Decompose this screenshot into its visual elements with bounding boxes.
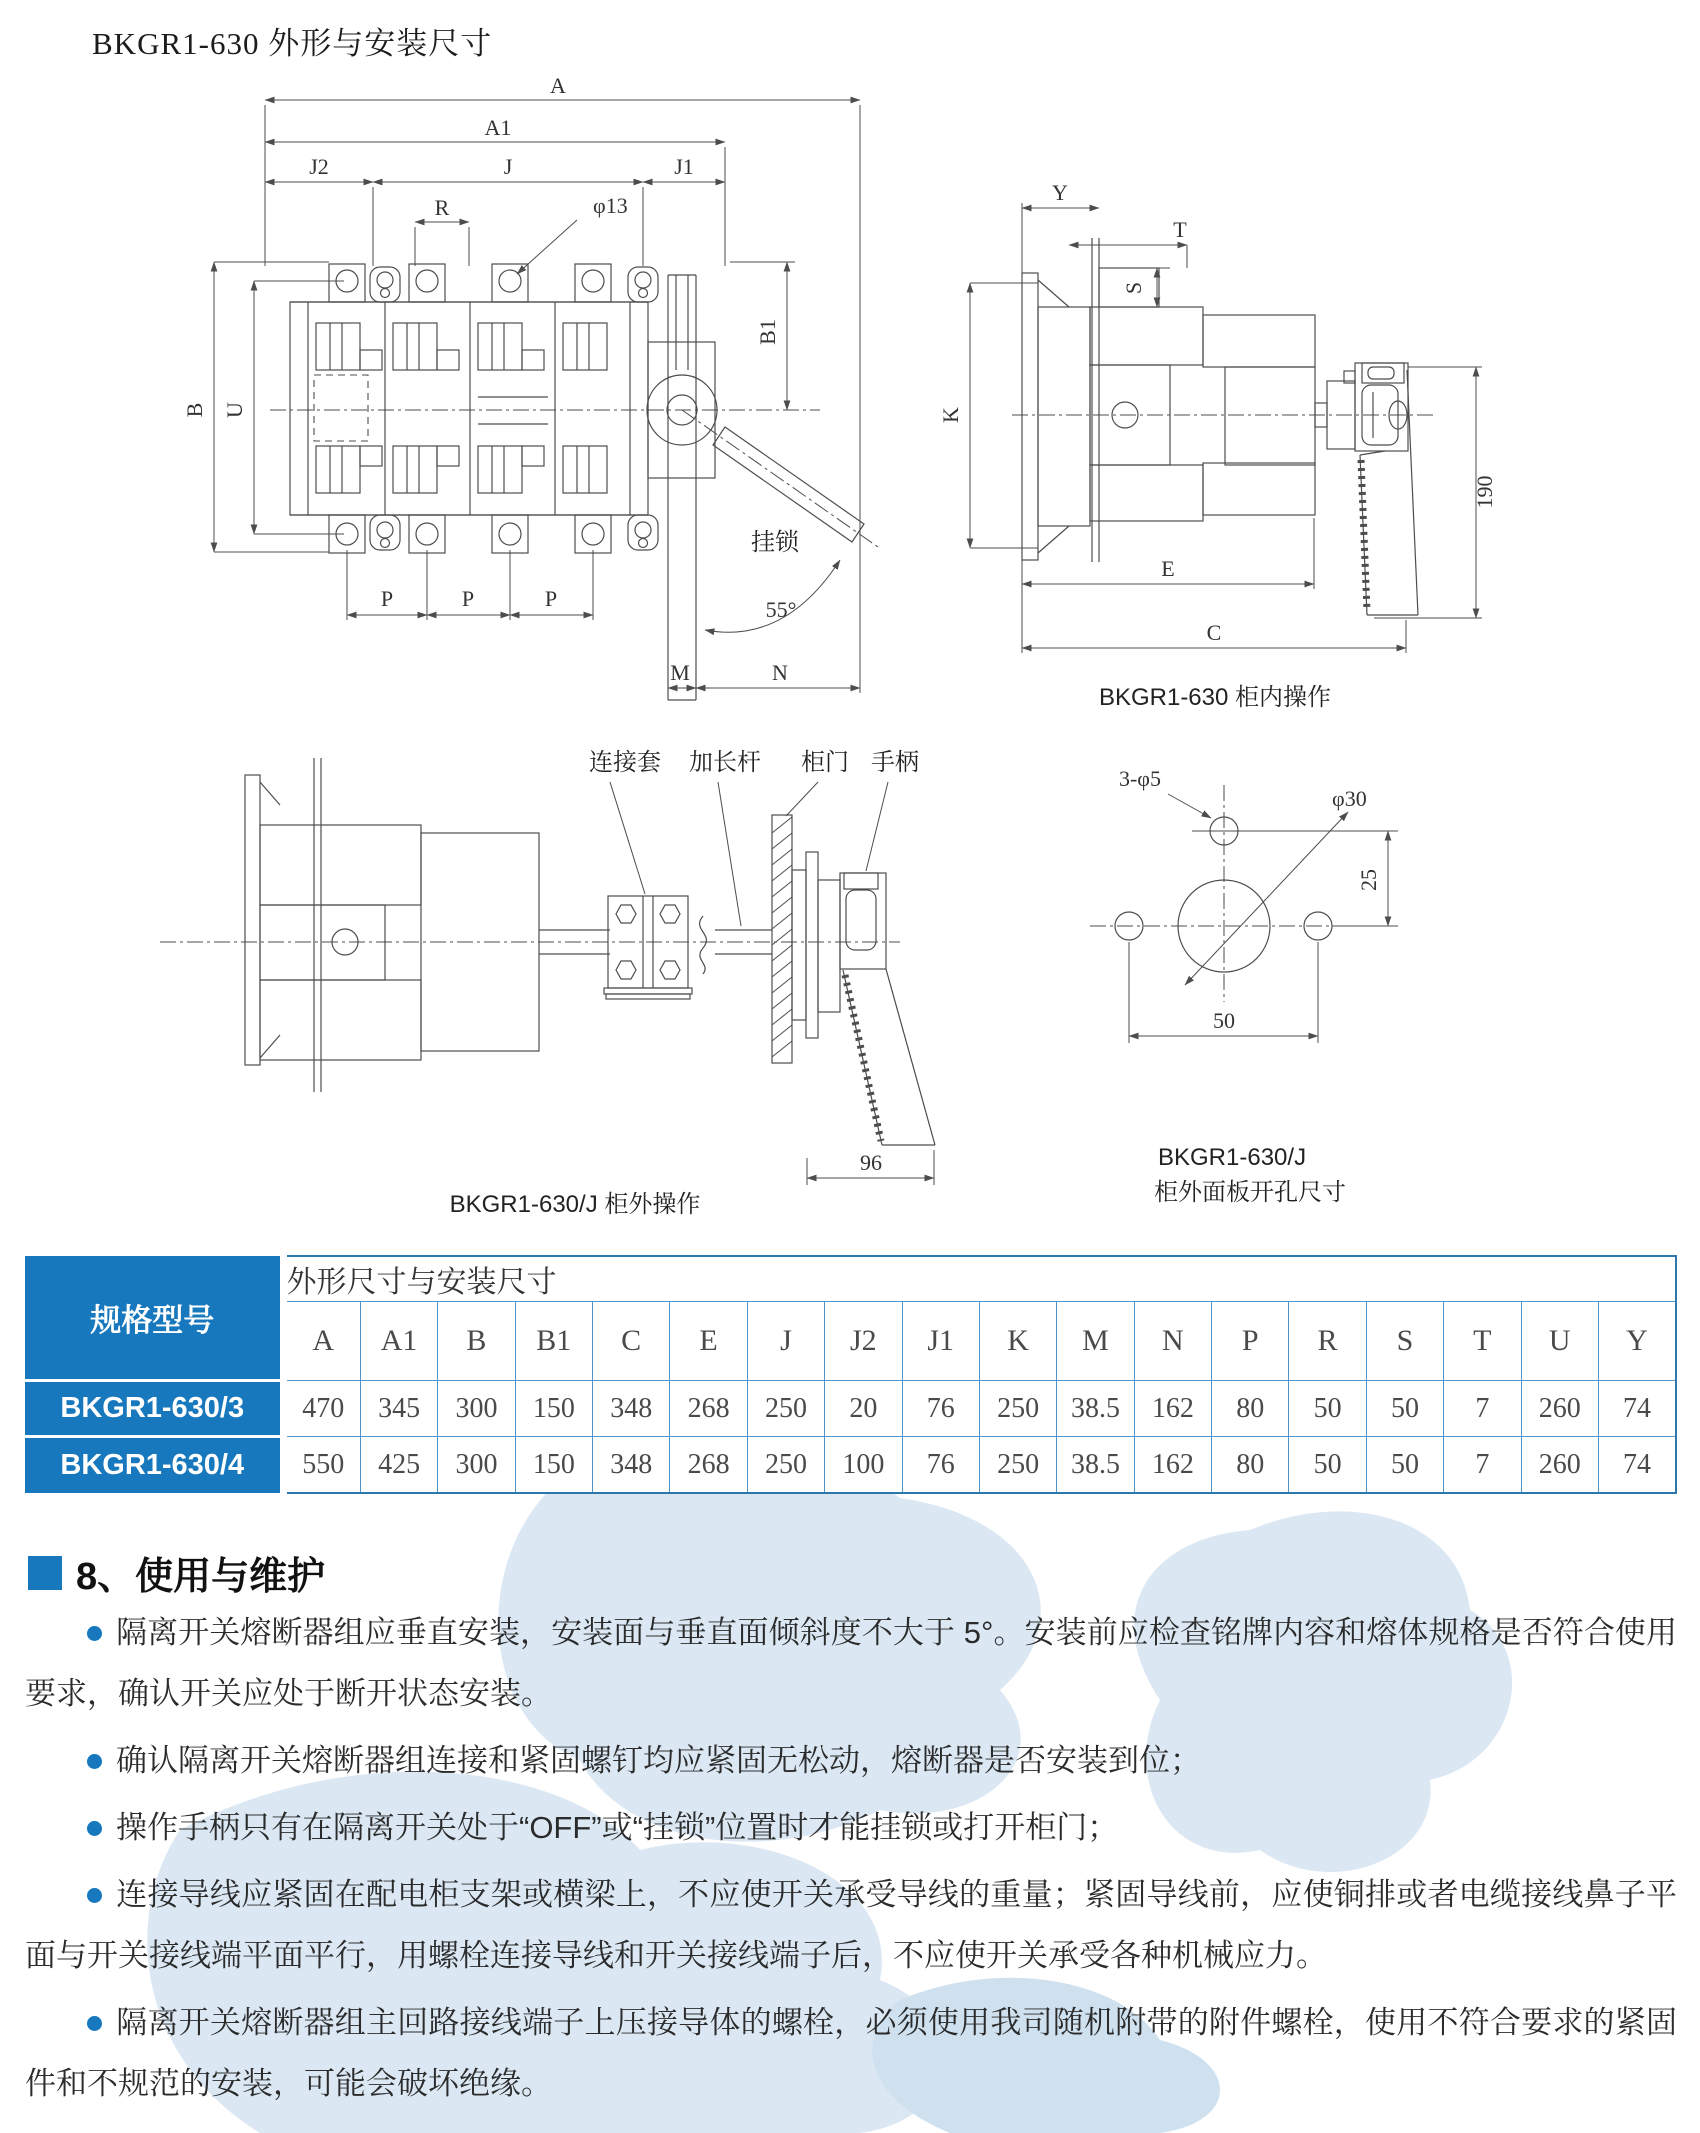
dim-label-j: J <box>503 154 513 179</box>
value-cell: 80 <box>1212 1381 1289 1437</box>
dim-label-a1: A1 <box>484 115 512 140</box>
dim-label-c: C <box>1206 620 1222 645</box>
dim-label-b: B <box>182 402 207 418</box>
col-header: M <box>1057 1302 1134 1381</box>
col-header: A1 <box>360 1302 437 1381</box>
section-heading <box>28 1545 325 1600</box>
col-header: E <box>670 1302 747 1381</box>
dim-label-m: M <box>670 660 690 685</box>
value-cell: 100 <box>825 1437 902 1494</box>
dim-label-j1: J1 <box>674 154 694 179</box>
dim-label-n: N <box>772 660 788 685</box>
value-cell: 74 <box>1598 1381 1676 1437</box>
dim-label-50: 50 <box>1213 1008 1235 1033</box>
usage-bullet <box>25 1864 1677 1986</box>
col-header: J2 <box>825 1302 902 1381</box>
value-cell: 260 <box>1521 1381 1598 1437</box>
value-cell: 50 <box>1289 1381 1366 1437</box>
usage-notes <box>25 1602 1677 2120</box>
bullet-dot-icon <box>87 2016 102 2031</box>
padlock-label: 挂锁 <box>751 529 799 556</box>
col-header: R <box>1289 1302 1366 1381</box>
value-cell: 38.5 <box>1057 1437 1134 1494</box>
sleeve-label: 连接套 <box>589 749 661 776</box>
bullet-dot-icon <box>87 1821 102 1836</box>
dim-label-p1: P <box>380 586 394 611</box>
bullet-text: 确认隔离开关熔断器组连接和紧固螺钉均应紧固无松动，熔断器是否安装到位； <box>116 1743 1201 1778</box>
dimensions-table <box>25 1255 1677 1494</box>
bullet-dot-icon <box>87 1626 102 1641</box>
col-header: Y <box>1598 1302 1676 1381</box>
value-cell: 50 <box>1289 1437 1366 1494</box>
external-view-caption: BKGR1-630/J 柜外操作 <box>449 1191 701 1218</box>
col-header: K <box>979 1302 1056 1381</box>
dim-label-p3: P <box>544 586 558 611</box>
bullet-text: 隔离开关熔断器组应垂直安装，安装面与垂直面倾斜度不大于 5°。安装前应检查铭牌内容和熔体规格是否符合使用要求，确认开关应处于断开状态安装。 <box>25 1615 1677 1711</box>
panel-cutout-geometry <box>1090 785 1398 1043</box>
panel-cutout-drawing <box>1080 750 1580 1220</box>
usage-bullet <box>25 1602 1677 1724</box>
col-header: B1 <box>515 1302 592 1381</box>
dim-label-r: R <box>434 195 450 220</box>
value-cell: 348 <box>593 1437 670 1494</box>
dim-label-phi13: φ13 <box>593 193 628 218</box>
col-header: T <box>1444 1302 1521 1381</box>
spec-header-cell: 规格型号 <box>25 1256 283 1381</box>
usage-bullet <box>25 1992 1677 2114</box>
external-view-drawing <box>140 730 940 1230</box>
dim-label-a: A <box>550 73 566 98</box>
value-cell: 150 <box>515 1381 592 1437</box>
value-cell: 348 <box>593 1381 670 1437</box>
panel-caption-line1: BKGR1-630/J <box>1158 1144 1307 1171</box>
model-cell: BKGR1-630/4 <box>25 1437 283 1494</box>
dim-label-s: S <box>1121 281 1146 295</box>
value-cell: 50 <box>1366 1437 1443 1494</box>
rod-label: 加长杆 <box>689 749 761 776</box>
value-cell: 80 <box>1212 1437 1289 1494</box>
usage-bullet <box>25 1797 1677 1858</box>
model-cell: BKGR1-630/3 <box>25 1381 283 1437</box>
value-cell: 162 <box>1134 1381 1211 1437</box>
col-header: S <box>1366 1302 1443 1381</box>
value-cell: 300 <box>438 1437 515 1494</box>
dim-label-y: Y <box>1052 180 1068 205</box>
value-cell: 260 <box>1521 1437 1598 1494</box>
usage-bullet <box>25 1730 1677 1791</box>
cabinet-view-geometry <box>970 203 1482 653</box>
dim-label-t: T <box>1173 217 1187 242</box>
col-header: N <box>1134 1302 1211 1381</box>
diameter-label: φ30 <box>1332 786 1367 811</box>
value-cell: 76 <box>902 1381 979 1437</box>
dim-label-96: 96 <box>860 1150 882 1175</box>
dim-label-25: 25 <box>1356 869 1381 891</box>
value-cell: 250 <box>747 1437 824 1494</box>
value-cell: 7 <box>1444 1381 1521 1437</box>
dim-label-190: 190 <box>1472 475 1497 509</box>
value-cell: 250 <box>747 1381 824 1437</box>
bullet-text: 操作手柄只有在隔离开关处于“OFF”或“挂锁”位置时才能挂锁或打开柜门； <box>116 1810 1119 1845</box>
value-cell: 76 <box>902 1437 979 1494</box>
bullet-dot-icon <box>87 1754 102 1769</box>
col-header: B <box>438 1302 515 1381</box>
col-header: C <box>593 1302 670 1381</box>
col-header: U <box>1521 1302 1598 1381</box>
section-heading-text: 8、使用与维护 <box>76 1556 326 1598</box>
value-cell: 162 <box>1134 1437 1211 1494</box>
col-header: J1 <box>902 1302 979 1381</box>
dim-label-p2: P <box>461 586 475 611</box>
value-cell: 300 <box>438 1381 515 1437</box>
col-header: A <box>283 1302 360 1381</box>
page-title: BKGR1-630 外形与安装尺寸 <box>92 26 493 61</box>
value-cell: 38.5 <box>1057 1381 1134 1437</box>
col-header: P <box>1212 1302 1289 1381</box>
handle-label: 手柄 <box>871 749 919 776</box>
value-cell: 470 <box>283 1381 360 1437</box>
dims-title-cell: 外形尺寸与安装尺寸 <box>283 1256 1676 1302</box>
dim-label-k: K <box>938 407 963 423</box>
value-cell: 7 <box>1444 1437 1521 1494</box>
value-cell: 345 <box>360 1381 437 1437</box>
cabinet-view-caption: BKGR1-630 柜内操作 <box>1098 684 1332 711</box>
external-view-geometry <box>160 758 935 1185</box>
bullet-text: 隔离开关熔断器组主回路接线端子上压接导体的螺栓，必须使用我司随机附带的附件螺栓，使用不符合要求的紧固件和不规范的安装，可能会破坏绝缘。 <box>25 2005 1677 2101</box>
section-marker-icon <box>28 1556 62 1590</box>
dim-label-e: E <box>1161 556 1175 581</box>
table-row <box>25 1381 1676 1437</box>
value-cell: 74 <box>1598 1437 1676 1494</box>
cabinet-view-drawing <box>930 140 1550 760</box>
bullet-text: 连接导线应紧固在配电柜支架或横梁上，不应使开关承受导线的重量；紧固导线前，应使铜排或者电缆接线鼻子平面与开关接线端平面平行，用螺栓连接导线和开关接线端子后，不应使开关承受各种机械应力。 <box>25 1877 1677 1973</box>
col-header: J <box>747 1302 824 1381</box>
dim-label-55: 55° <box>765 597 797 622</box>
value-cell: 250 <box>979 1381 1056 1437</box>
panel-caption-line2: 柜外面板开孔尺寸 <box>1154 1179 1346 1206</box>
door-label: 柜门 <box>801 749 849 776</box>
front-view-drawing <box>130 60 910 740</box>
value-cell: 250 <box>979 1437 1056 1494</box>
value-cell: 268 <box>670 1381 747 1437</box>
table-row <box>25 1437 1676 1494</box>
holes-label: 3-φ5 <box>1118 766 1162 791</box>
value-cell: 268 <box>670 1437 747 1494</box>
value-cell: 425 <box>360 1437 437 1494</box>
value-cell: 50 <box>1366 1381 1443 1437</box>
dim-label-u: U <box>222 402 247 418</box>
dim-label-b1: B1 <box>755 319 780 345</box>
value-cell: 550 <box>283 1437 360 1494</box>
value-cell: 20 <box>825 1381 902 1437</box>
value-cell: 150 <box>515 1437 592 1494</box>
dim-label-j2: J2 <box>309 154 329 179</box>
bullet-dot-icon <box>87 1888 102 1903</box>
